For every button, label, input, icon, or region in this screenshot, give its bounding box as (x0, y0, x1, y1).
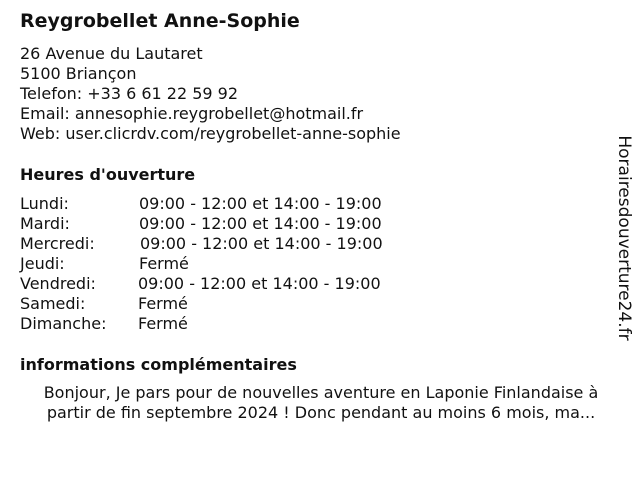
hours-row-saturday (20, 294, 440, 314)
hours-row-sunday (20, 314, 440, 334)
time-value: 09:00 - 12:00 et 14:00 - 19:00 (138, 274, 381, 293)
day-label: Mardi: (20, 214, 70, 233)
info-heading: informations complémentaires (20, 355, 297, 374)
day-label: Dimanche: (20, 314, 107, 333)
time-value: Fermé (138, 294, 188, 313)
time-value: 09:00 - 12:00 et 14:00 - 19:00 (139, 194, 382, 213)
phone-text: Telefon: +33 6 61 22 59 92 (20, 84, 239, 103)
hours-row-monday (20, 194, 440, 214)
hours-row-friday (20, 274, 440, 294)
contact-block (20, 44, 401, 144)
email-text: Email: annesophie.reygrobellet@hotmail.fr (20, 104, 364, 123)
time-value: 09:00 - 12:00 et 14:00 - 19:00 (140, 234, 383, 253)
info-line-2: partir de fin septembre 2024 ! Donc pendant au moins 6 mois, ma... (46, 403, 596, 422)
address-street: 26 Avenue du Lautaret (20, 44, 203, 63)
day-label: Vendredi: (20, 274, 96, 293)
day-label: Samedi: (20, 294, 86, 313)
time-value: 09:00 - 12:00 et 14:00 - 19:00 (139, 214, 382, 233)
business-name: Reygrobellet Anne-Sophie (20, 10, 300, 32)
hours-row-tuesday (20, 214, 440, 234)
day-label: Jeudi: (20, 254, 65, 273)
site-watermark: Horairesdouverture24.fr (614, 135, 634, 341)
hours-table (20, 194, 440, 334)
address-city: 5100 Briançon (20, 64, 137, 83)
info-line-1: Bonjour, Je pars pour de nouvelles aventure en Laponie Finlandaise à (43, 383, 599, 402)
hours-heading: Heures d'ouverture (20, 165, 196, 184)
day-label: Mercredi: (20, 234, 95, 253)
time-value: Fermé (139, 254, 189, 273)
day-label: Lundi: (20, 194, 69, 213)
hours-row-wednesday (20, 234, 440, 254)
time-value: Fermé (138, 314, 188, 333)
info-description (18, 383, 624, 423)
web-text: Web: user.clicrdv.com/reygrobellet-anne-sophie (20, 124, 401, 143)
hours-row-thursday (20, 254, 440, 274)
